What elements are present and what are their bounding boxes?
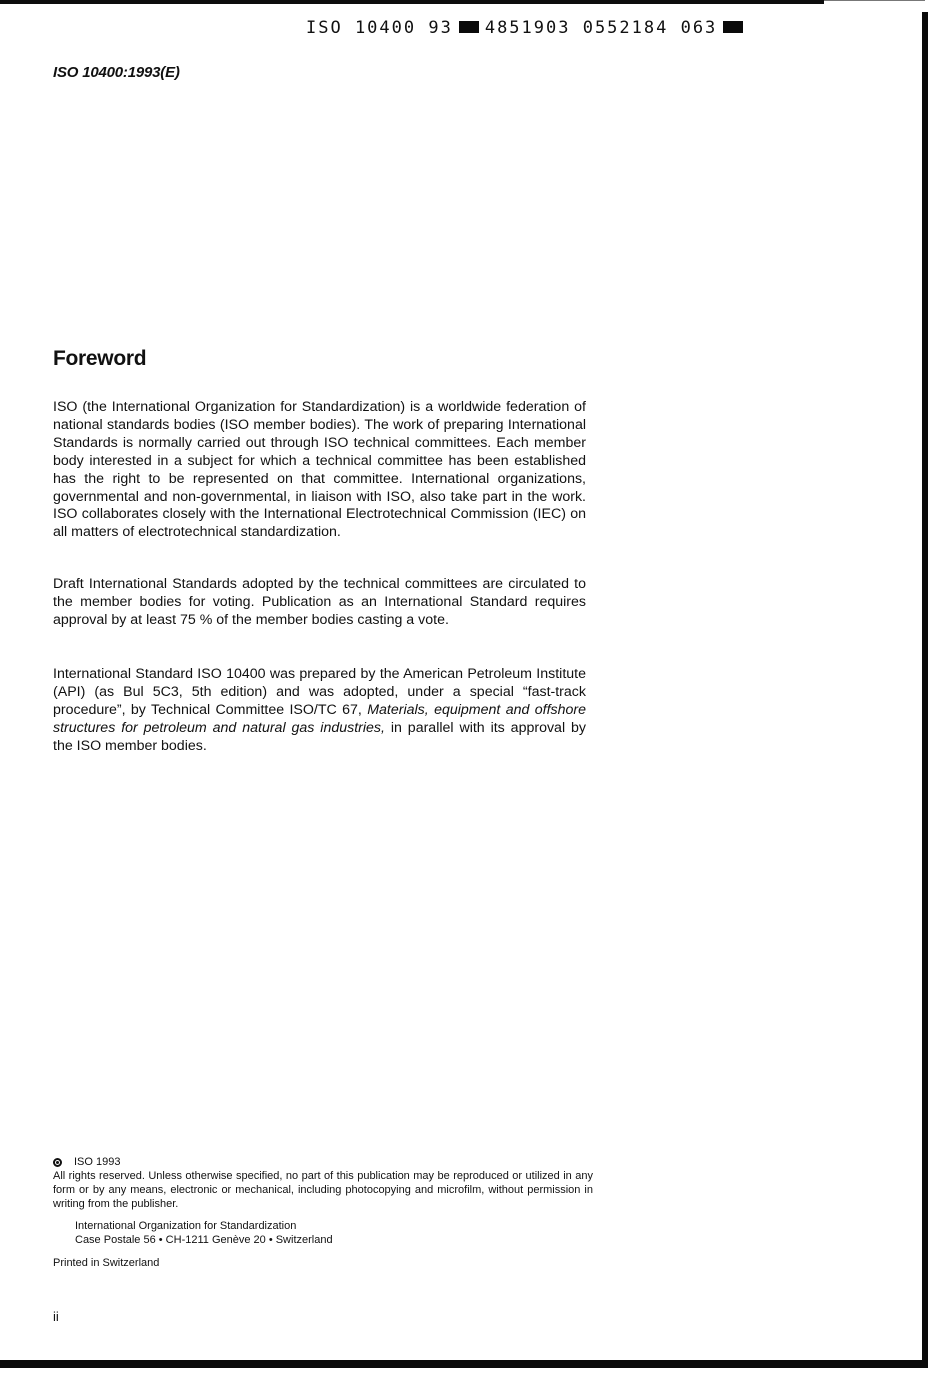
- page-number: ii: [53, 1309, 59, 1324]
- printed-in: Printed in Switzerland: [53, 1257, 160, 1269]
- copyright-icon: [53, 1158, 62, 1167]
- committee-scope-italic: Materials, equipment and offshore structures for petroleum and natural gas industries,: [53, 701, 586, 736]
- barcode-block-2: [723, 21, 743, 33]
- barcode-part-1: ISO 10400 93: [306, 18, 453, 38]
- barcode-block-1: [459, 21, 479, 33]
- publisher-name: International Organization for Standardization: [75, 1220, 297, 1232]
- publisher-address: [75, 1219, 593, 1247]
- barcode-part-2: 4851903 0552184 063: [484, 18, 718, 38]
- copyright-line: [53, 1155, 593, 1169]
- foreword-heading: Foreword: [53, 347, 147, 370]
- foreword-paragraph-2: Draft International Standards adopted by the technical committees are circulated to the member bodies for voting. Publication as an International Standard requires approval by at least 75 % of the member bodies casting a vote.: [53, 576, 586, 628]
- scan-right-margin: [925, 0, 950, 1376]
- paragraph-3-start: International Standard ISO 10400 was prepared by the American Petroleum Institute (API) (as Bul 5C3, 5th edition) and was adopted, under a special “fast-track procedure”, by Technical Committee ISO/TC 67,: [53, 666, 586, 718]
- copyright-block: [53, 1155, 593, 1270]
- document-id: ISO 10400:1993(E): [53, 64, 180, 81]
- foreword-paragraph-3: [53, 666, 586, 756]
- paragraph-3-end: in parallel with its approval by the ISO member bodies.: [53, 719, 586, 754]
- rights-statement: All rights reserved. Unless otherwise specified, no part of this publication may be reproduced or utilized in any form or by any means, electronic or mechanical, including photocopying and microfilm, without permission in writing from the publisher.: [53, 1170, 593, 1210]
- foreword-paragraph-1: ISO (the International Organization for Standardization) is a worldwide federation of national standards bodies (ISO member bodies). The work of preparing International Standards is normally carried out through ISO technical committees. Each member body interested in a subject for which a technical committee has been established has the right to be represented on that committee. International organizations, governmental and non-governmental, in liaison with ISO, also take part in the work. ISO collaborates closely with the International Electrotechnical Commission (IEC) on all matters of electrotechnical standardization.: [53, 399, 586, 541]
- copyright-text: ISO 1993: [74, 1156, 121, 1168]
- publisher-postal-address: Case Postale 56 • CH-1211 Genève 20 • Switzerland: [75, 1234, 333, 1246]
- barcode-header: [306, 18, 749, 38]
- scan-right-bar: [922, 12, 928, 1368]
- scan-bottom-bar: [0, 1360, 928, 1368]
- scan-top-border: [0, 0, 824, 4]
